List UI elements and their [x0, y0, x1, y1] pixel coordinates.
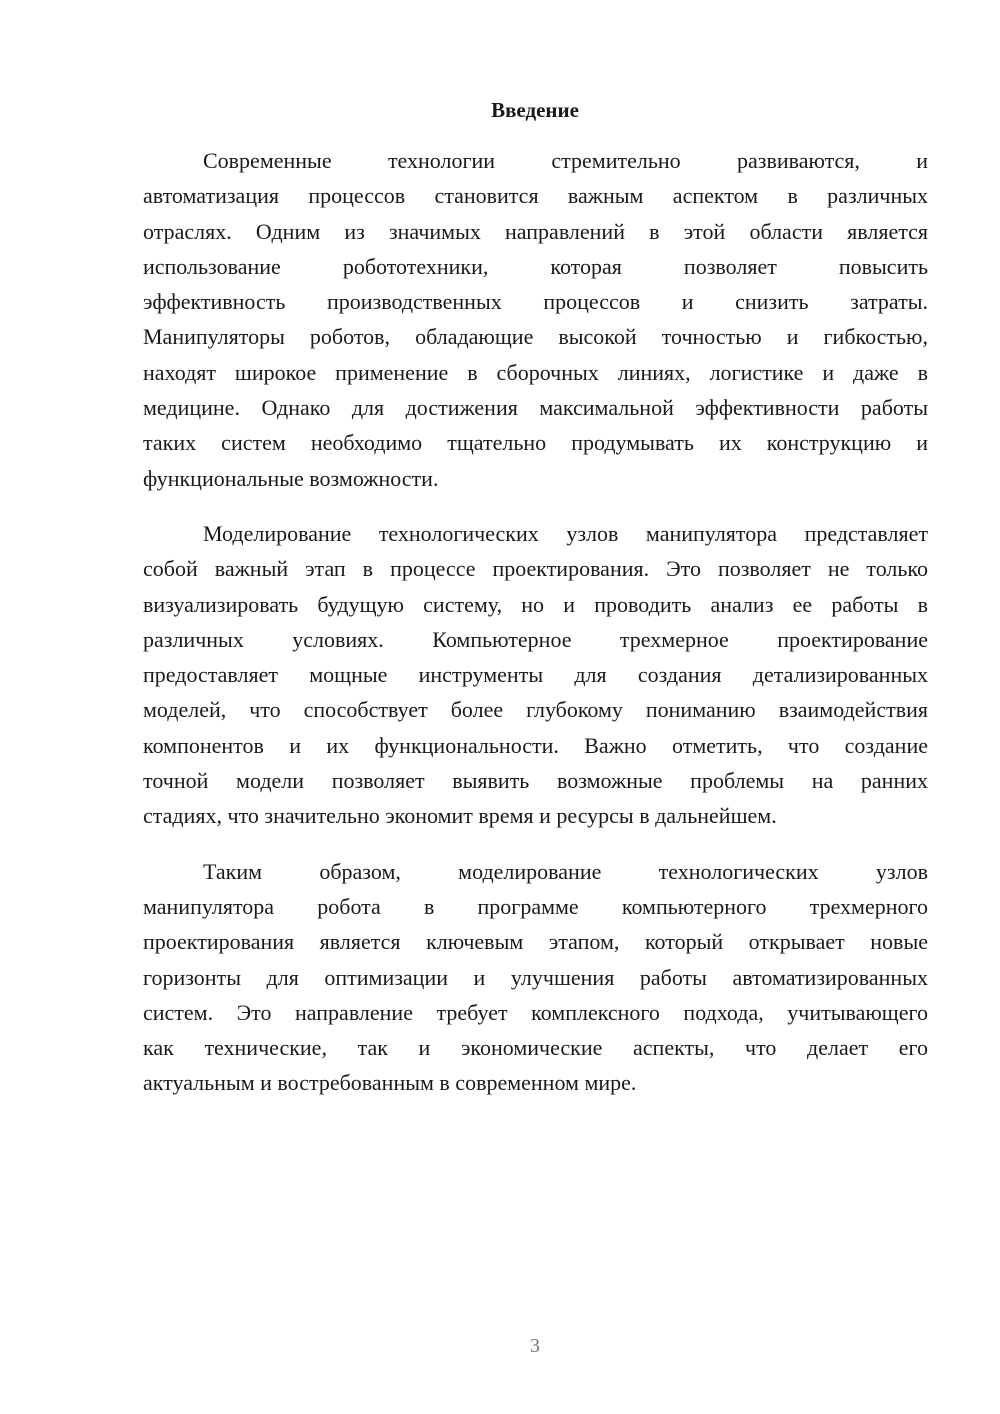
text-line: точной модели позволяет выявить возможные проблемы на ранних: [143, 768, 928, 794]
text-line: горизонты для оптимизации и улучшения работы автоматизированных: [143, 964, 928, 990]
text-line: Моделирование технологических узлов манипулятора представляет: [203, 520, 928, 546]
text-line: актуальным и востребованным в современном мире.: [143, 1070, 637, 1096]
paragraph: [143, 854, 928, 1101]
text-line: предоставляет мощные инструменты для создания детализированных: [143, 662, 928, 688]
text-line: стадиях, что значительно экономит время и ресурсы в дальнейшем.: [143, 803, 777, 829]
text-line: использование робототехники, которая позволяет повысить: [143, 253, 928, 279]
text-line: собой важный этап в процессе проектирования. Это позволяет не только: [143, 556, 928, 582]
text-line: находят широкое применение в сборочных линиях, логистике и даже в: [143, 359, 928, 385]
text-line: эффективность производственных процессов и снизить затраты.: [143, 289, 928, 315]
text-line: проектирования является ключевым этапом, который открывает новые: [143, 929, 928, 955]
text-line: автоматизация процессов становится важным аспектом в различных: [143, 183, 928, 209]
text-line: медицине. Однако для достижения максимальной эффективности работы: [143, 395, 928, 421]
section-title: Введение: [491, 98, 579, 122]
text-line: визуализировать будущую систему, но и проводить анализ ее работы в: [143, 591, 928, 617]
paragraph: [143, 516, 928, 834]
document-body: [143, 143, 928, 1121]
text-line: Современные технологии стремительно развиваются, и: [203, 148, 928, 173]
text-line: манипулятора робота в программе компьютерного трехмерного: [143, 893, 928, 919]
text-line: отраслях. Одним из значимых направлений в этой области является: [143, 218, 928, 244]
text-line: систем. Это направление требует комплексного подхода, учитывающего: [143, 999, 928, 1025]
text-line: Манипуляторы роботов, обладающие высокой точностью и гибкостью,: [143, 324, 928, 350]
text-line: как технические, так и экономические аспекты, что делает его: [143, 1035, 928, 1061]
text-line: различных условиях. Компьютерное трехмерное проектирование: [143, 626, 928, 652]
text-line: моделей, что способствует более глубокому пониманию взаимодействия: [143, 697, 928, 723]
page-number: 3: [530, 1335, 540, 1357]
text-line: таких систем необходимо тщательно продумывать их конструкцию и: [143, 430, 928, 456]
text-line: Таким образом, моделирование технологических узлов: [203, 858, 928, 884]
text-line: функциональные возможности.: [143, 465, 439, 491]
text-line: компонентов и их функциональности. Важно отметить, что создание: [143, 732, 928, 758]
paragraph: [143, 143, 928, 496]
